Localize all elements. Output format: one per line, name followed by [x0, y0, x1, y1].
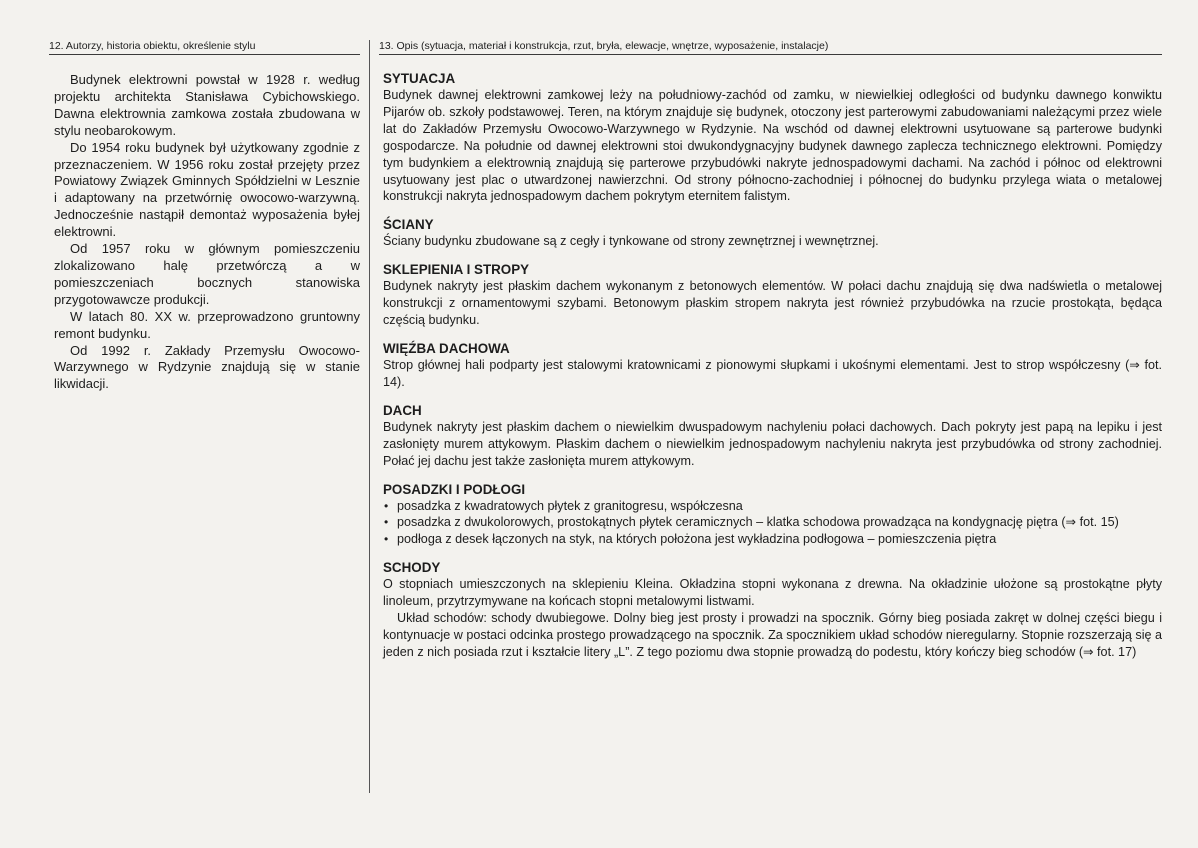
section-text: Budynek dawnej elektrowni zamkowej leży na południowy-zachód od zamku, w niewielkiej odległości od budynku dawnego konwiktu Pijarów ob. szkoły podstawowej. Teren, na którym znajduje się budynek, otoczony jest parterowymi zabudowaniami należącymi przez wiele lat do Zakładów Przemysłu Owocowo-Warzywnego w Rydzynie. Na wschód od dawnej elektrowni usytuowane są parterowe budynki gospodarcze. Na południe od dawnej elektrowni stoi dwukondygnacyjny budynek dawnego zaplecza technicznego elektrowni. Pomiędzy tym budynkiem a elektrownią znajdują się parterowe przybudówki nakryte jednospadowymi dachami. Na zachód i północ od elektrowni usytuowany jest plac o utwardzonej nawierzchni. Od strony północno-zachodniej i północnej do budynku przylega wiata o metalowej konstrukcji nakryta jednospadowym dachem pokrytym eternitem falistym. — [383, 88, 1162, 204]
section-text: Strop głównej hali podparty jest stalowymi kratownicami z pionowymi słupkami i ukośnymi elementami. Jest to strop współczesny (⇒ fot. 14). — [383, 357, 1162, 389]
section-text: Układ schodów: schody dwubiegowe. Dolny bieg jest prosty i prowadzi na spocznik. Górny bieg posiada zakręt w dolnej części biegu i kontynuacje w postaci odcinka prostego prowadzącego na spocznik. Za spocznikiem układ schodów nieregularny. Stopnie rozszerzają się a jeden z nich posiada rzut i kształcie litery „L”. Z tego poziomu dwa stopnie prowadzą do podestu, który kończy bieg schodów (⇒ fot. 17) — [383, 611, 1162, 659]
section-text: Budynek nakryty jest płaskim dachem wykonanym z betonowych elementów. W połaci dachu znajdują się dwa nadświetla o metalowej konstrukcji z ornamentowymi szybami. Betonowym płaskim stropem nakryta jest również przybudówka na rzucie prostokąta, będąca częścią budynku. — [383, 279, 1162, 328]
section-dach — [383, 402, 1162, 470]
history-text — [48, 55, 360, 393]
list-item: • posadzka z dwukolorowych, prostokątnych płytek ceramicznych – klatka schodowa prowadząca na kondygnację piętra (⇒ fot. 15) — [383, 514, 1162, 531]
description-text — [372, 55, 1162, 661]
column-divider — [369, 40, 370, 793]
section-title: DACH — [383, 402, 422, 418]
history-paragraph: Budynek elektrowni powstał w 1928 r. według projektu architekta Stanisława Cybichowskiego. Dawna elektrownia zamkowa została zbudowana w stylu neobarokowym. — [54, 72, 360, 138]
left-column-header: 12. Autorzy, historia obiektu, określenie stylu — [49, 39, 360, 55]
right-column-header: 13. Opis (sytuacja, materiał i konstrukcja, rzut, bryła, elewacje, wnętrze, wyposażenie, instalacje) — [379, 39, 1162, 55]
list-item: • podłoga z desek łączonych na styk, na których położona jest wykładzina podłogowa – pomieszczenia piętra — [383, 531, 1162, 548]
history-paragraph: Od 1957 roku w głównym pomieszczeniu zlokalizowano halę przetwórczą a w pomieszczeniach bocznych stanowiska przygotowawcze produkcji. — [54, 241, 360, 307]
section-title: ŚCIANY — [383, 217, 434, 233]
section-posadzki — [383, 481, 1162, 549]
history-paragraph: W latach 80. XX w. przeprowadzono gruntowny remont budynku. — [54, 308, 360, 341]
floor-list — [383, 498, 1162, 549]
list-item: • posadzka z kwadratowych płytek z granitogresu, współczesna — [383, 498, 1162, 515]
section-title: SKLEPIENIA I STROPY — [383, 262, 530, 278]
section-sytuacja — [383, 70, 1162, 205]
section-text: Ściany budynku zbudowane są z cegły i tynkowane od strony zewnętrznej i wewnętrznej. — [383, 234, 879, 249]
section-title: POSADZKI I PODŁOGI — [383, 481, 526, 497]
section-title: SCHODY — [383, 560, 441, 576]
section-text: Budynek nakryty jest płaskim dachem o niewielkim dwuspadowym nachyleniu połaci dachowych. Dach pokryty jest papą na lepiku i jest zasłonięty murem attykowym. Płaskim dachem o niewielkim jednospadowym nachyleniu nakryta jest przybudówka od strony zachodniej. Połać jej dachu jest także zasłonięta murem attykowym. — [383, 419, 1162, 468]
section-sciany — [383, 216, 1162, 250]
section-sklepienia — [383, 261, 1162, 329]
section-title: WIĘŹBA DACHOWA — [383, 340, 510, 356]
section-wiezba — [383, 340, 1162, 391]
section-schody — [383, 559, 1162, 661]
section-title: SYTUACJA — [383, 71, 456, 86]
history-paragraph: Do 1954 roku budynek był użytkowany zgodnie z przeznaczeniem. W 1956 roku został przejęty przez Powiatowy Związek Gminnych Spółdzielni w Lesznie i adaptowany na przetwórnię owocowo-warzywną. Jednocześnie nastąpił demontaż wyposażenia byłej elektrowni. — [54, 139, 360, 240]
right-column — [372, 39, 1162, 672]
section-text: O stopniach umieszczonych na sklepieniu Kleina. Okładzina stopni wykonana z drewna. Na okładzinie ułożone są prostokątne płyty linoleum, przytrzymywane na końcach stopni metalowymi listwami. — [383, 577, 1162, 609]
left-column — [48, 39, 360, 393]
history-paragraph: Od 1992 r. Zakłady Przemysłu Owocowo-Warzywnego w Rydzynie znajdują się w stanie likwidacji. — [54, 342, 360, 392]
